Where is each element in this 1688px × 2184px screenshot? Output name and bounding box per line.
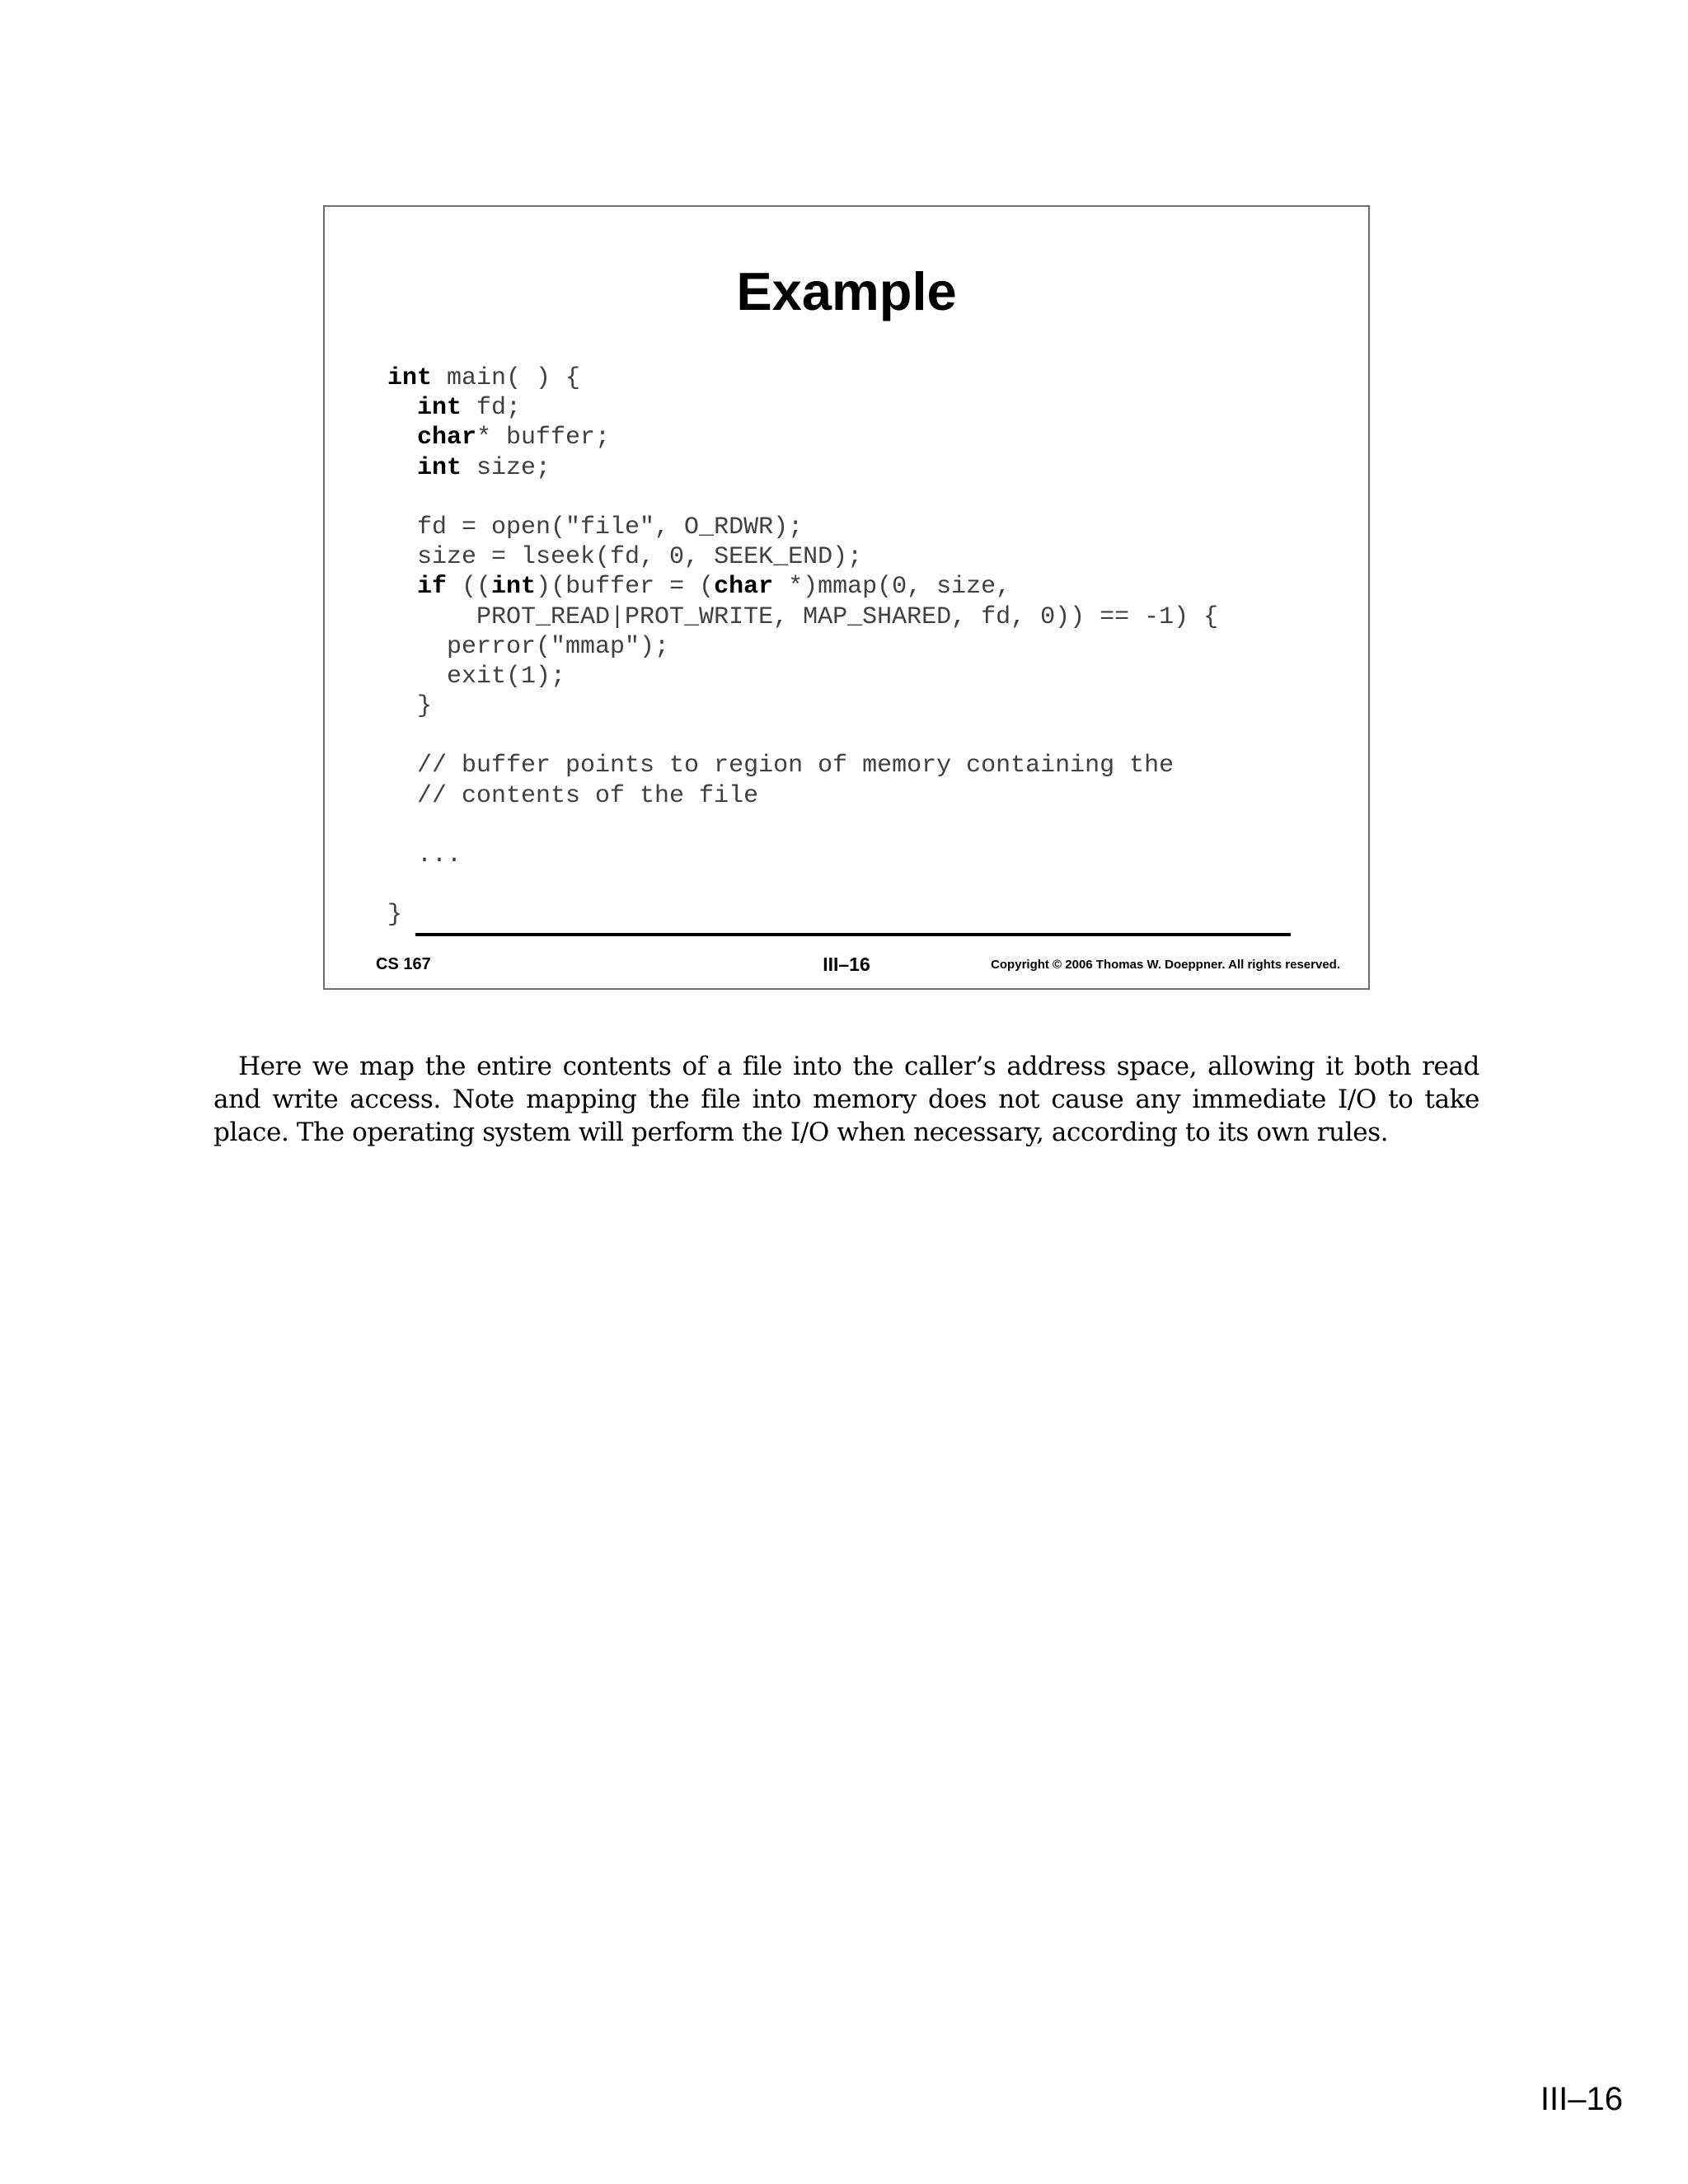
- code-text: perror("mmap");: [387, 632, 670, 661]
- code-text: // contents of the file: [387, 781, 759, 810]
- code-text: fd = open("file", O_RDWR);: [387, 513, 804, 541]
- slide: [323, 205, 1370, 990]
- code-line: [387, 602, 1218, 632]
- page-number: III–16: [1540, 2081, 1623, 2117]
- code-line: [387, 572, 1218, 602]
- code-text: main( ) {: [432, 364, 581, 392]
- code-keyword: int: [491, 573, 537, 602]
- code-line: [387, 721, 1218, 751]
- code-keyword: char: [714, 573, 774, 602]
- code-line: [387, 662, 1218, 691]
- code-text: )(buffer = (: [536, 573, 715, 602]
- code-keyword: char: [417, 424, 477, 452]
- code-text: PROT_READ|PROT_WRITE, MAP_SHARED, fd, 0)) == -1) {: [387, 602, 1219, 631]
- code-text: size = lseek(fd, 0, SEEK_END);: [387, 543, 863, 572]
- explanatory-paragraph: Here we map the entire contents of a file into the caller’s address space, allowing it both read and write access. Note mapping the file into memory does not cause any immediate I/O to take place. The operating system will perform the I/O when necessary, according to its own rules.: [213, 1052, 1479, 1147]
- code-line: [387, 483, 1218, 513]
- code-line: [387, 870, 1218, 900]
- code-text: [387, 394, 417, 422]
- code-line: [387, 691, 1218, 721]
- code-text: ((: [447, 573, 492, 602]
- code-text: * buffer;: [476, 424, 611, 452]
- code-text: [387, 424, 417, 452]
- code-line: [387, 363, 1218, 393]
- code-line: [387, 900, 1218, 930]
- footer-course: CS 167: [376, 955, 431, 973]
- code-line: [387, 393, 1218, 423]
- code-keyword: int: [387, 364, 433, 392]
- code-listing: [387, 363, 1218, 930]
- code-text: [387, 454, 417, 482]
- code-text: }: [387, 901, 403, 930]
- code-text: ...: [387, 841, 462, 869]
- footer-slide-number: III–16: [823, 954, 870, 975]
- code-line: [387, 781, 1218, 811]
- code-line: [387, 632, 1218, 662]
- code-line: [387, 811, 1218, 841]
- slide-title: Example: [736, 261, 957, 321]
- code-text: [387, 573, 417, 601]
- code-text: size;: [462, 453, 551, 482]
- code-line: [387, 751, 1218, 780]
- footer-copyright: Copyright © 2006 Thomas W. Doeppner. All rights reserved.: [991, 958, 1340, 972]
- code-text: fd;: [462, 394, 522, 423]
- code-line: [387, 841, 1218, 870]
- code-line: [387, 542, 1218, 572]
- code-keyword: int: [417, 394, 462, 423]
- code-text: exit(1);: [387, 662, 566, 691]
- code-line: [387, 513, 1218, 542]
- code-text: }: [387, 692, 433, 721]
- code-keyword: if: [417, 573, 448, 602]
- code-line: [387, 423, 1218, 452]
- code-text: // buffer points to region of memory containing the: [387, 752, 1175, 780]
- code-keyword: int: [417, 453, 462, 482]
- code-line: [387, 453, 1218, 483]
- footer-rule: [415, 933, 1291, 936]
- code-text: *)mmap(0, size,: [773, 573, 1011, 602]
